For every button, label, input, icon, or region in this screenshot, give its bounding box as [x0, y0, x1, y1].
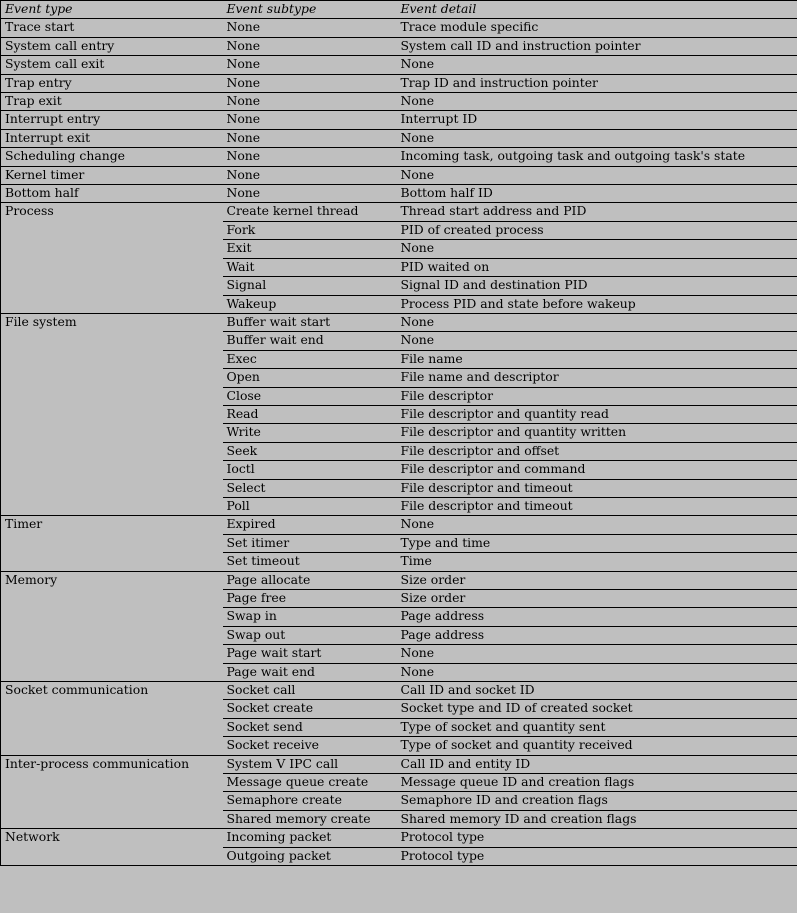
cell-event-detail: None	[397, 516, 797, 534]
cell-event-type: Memory	[1, 571, 223, 681]
cell-event-detail: File descriptor and timeout	[397, 479, 797, 497]
cell-event-detail: None	[397, 645, 797, 663]
table-row	[1, 166, 797, 184]
cell-event-detail: Size order	[397, 571, 797, 589]
table-row	[1, 111, 797, 129]
cell-event-subtype: None	[223, 93, 397, 111]
cell-event-detail: File descriptor and quantity read	[397, 405, 797, 423]
cell-event-subtype: Buffer wait end	[223, 332, 397, 350]
table-row	[1, 571, 797, 589]
cell-event-subtype: Exit	[223, 240, 397, 258]
cell-event-detail: File descriptor and command	[397, 461, 797, 479]
table-row	[1, 313, 797, 331]
cell-event-detail: Time	[397, 553, 797, 571]
cell-event-detail: None	[397, 93, 797, 111]
cell-event-subtype: Socket send	[223, 718, 397, 736]
table-row	[1, 148, 797, 166]
cell-event-detail: PID waited on	[397, 258, 797, 276]
cell-event-subtype: None	[223, 148, 397, 166]
cell-event-subtype: None	[223, 111, 397, 129]
cell-event-type: System call exit	[1, 56, 223, 74]
cell-event-detail: Page address	[397, 626, 797, 644]
cell-event-subtype: Swap in	[223, 608, 397, 626]
cell-event-subtype: System V IPC call	[223, 755, 397, 773]
cell-event-subtype: Page wait end	[223, 663, 397, 681]
cell-event-subtype: Ioctl	[223, 461, 397, 479]
cell-event-subtype: Close	[223, 387, 397, 405]
cell-event-detail: Semaphore ID and creation flags	[397, 792, 797, 810]
cell-event-detail: Thread start address and PID	[397, 203, 797, 221]
cell-event-subtype: Wait	[223, 258, 397, 276]
cell-event-detail: Bottom half ID	[397, 185, 797, 203]
cell-event-detail: PID of created process	[397, 221, 797, 239]
table-row	[1, 516, 797, 534]
cell-event-detail: File name	[397, 350, 797, 368]
column-header-event-type: Event type	[5, 1, 73, 16]
table-row	[1, 682, 797, 700]
cell-event-subtype: None	[223, 37, 397, 55]
cell-event-type: System call entry	[1, 37, 223, 55]
cell-event-detail: Protocol type	[397, 847, 797, 865]
cell-event-subtype: Write	[223, 424, 397, 442]
cell-event-detail: None	[397, 332, 797, 350]
table-row	[1, 74, 797, 92]
cell-event-subtype: Message queue create	[223, 774, 397, 792]
cell-event-subtype: Select	[223, 479, 397, 497]
cell-event-subtype: Swap out	[223, 626, 397, 644]
cell-event-detail: File descriptor and quantity written	[397, 424, 797, 442]
cell-event-detail: None	[397, 313, 797, 331]
cell-event-subtype: Buffer wait start	[223, 313, 397, 331]
cell-event-subtype: None	[223, 19, 397, 37]
cell-event-detail: Page address	[397, 608, 797, 626]
cell-event-subtype: None	[223, 74, 397, 92]
table-header	[1, 1, 797, 19]
table-row	[1, 56, 797, 74]
cell-event-detail: None	[397, 56, 797, 74]
cell-event-type: Bottom half	[1, 185, 223, 203]
cell-event-subtype: Fork	[223, 221, 397, 239]
cell-event-detail: File descriptor and offset	[397, 442, 797, 460]
cell-event-detail: Shared memory ID and creation flags	[397, 810, 797, 828]
cell-event-detail: Interrupt ID	[397, 111, 797, 129]
cell-event-type: Trap entry	[1, 74, 223, 92]
table-row	[1, 93, 797, 111]
cell-event-type: Trap exit	[1, 93, 223, 111]
cell-event-detail: Socket type and ID of created socket	[397, 700, 797, 718]
cell-event-type: Inter-process communication	[1, 755, 223, 829]
table-row	[1, 37, 797, 55]
cell-event-detail: Type and time	[397, 534, 797, 552]
cell-event-type: Network	[1, 829, 223, 866]
cell-event-subtype: Incoming packet	[223, 829, 397, 847]
cell-event-subtype: None	[223, 166, 397, 184]
cell-event-type: Interrupt exit	[1, 129, 223, 147]
cell-event-type: Trace start	[1, 19, 223, 37]
cell-event-detail: Incoming task, outgoing task and outgoing task's state	[397, 148, 797, 166]
cell-event-subtype: Read	[223, 405, 397, 423]
cell-event-type: Interrupt entry	[1, 111, 223, 129]
cell-event-detail: Protocol type	[397, 829, 797, 847]
cell-event-detail: System call ID and instruction pointer	[397, 37, 797, 55]
cell-event-subtype: None	[223, 56, 397, 74]
cell-event-subtype: None	[223, 129, 397, 147]
cell-event-detail: None	[397, 129, 797, 147]
cell-event-detail: File descriptor and timeout	[397, 497, 797, 515]
cell-event-type: Kernel timer	[1, 166, 223, 184]
cell-event-detail: None	[397, 663, 797, 681]
cell-event-subtype: Socket call	[223, 682, 397, 700]
cell-event-subtype: Shared memory create	[223, 810, 397, 828]
table-row	[1, 755, 797, 773]
cell-event-subtype: Expired	[223, 516, 397, 534]
cell-event-subtype: Open	[223, 369, 397, 387]
cell-event-detail: Call ID and entity ID	[397, 755, 797, 773]
cell-event-type: Scheduling change	[1, 148, 223, 166]
cell-event-subtype: Page free	[223, 590, 397, 608]
cell-event-subtype: Poll	[223, 497, 397, 515]
cell-event-subtype: Seek	[223, 442, 397, 460]
cell-event-detail: Type of socket and quantity sent	[397, 718, 797, 736]
cell-event-detail: File name and descriptor	[397, 369, 797, 387]
table-row	[1, 185, 797, 203]
cell-event-detail: Signal ID and destination PID	[397, 277, 797, 295]
header-row	[1, 1, 797, 19]
cell-event-subtype: Page allocate	[223, 571, 397, 589]
cell-event-subtype: Exec	[223, 350, 397, 368]
cell-event-subtype: Wakeup	[223, 295, 397, 313]
cell-event-detail: Message queue ID and creation flags	[397, 774, 797, 792]
cell-event-type: Socket communication	[1, 682, 223, 756]
cell-event-detail: File descriptor	[397, 387, 797, 405]
cell-event-detail: None	[397, 240, 797, 258]
cell-event-detail: Process PID and state before wakeup	[397, 295, 797, 313]
cell-event-subtype: None	[223, 185, 397, 203]
cell-event-type: File system	[1, 313, 223, 515]
cell-event-detail: Trap ID and instruction pointer	[397, 74, 797, 92]
table-row	[1, 829, 797, 847]
cell-event-type: Process	[1, 203, 223, 313]
cell-event-subtype: Signal	[223, 277, 397, 295]
table-row	[1, 129, 797, 147]
table-body	[1, 19, 797, 866]
cell-event-subtype: Set timeout	[223, 553, 397, 571]
cell-event-subtype: Outgoing packet	[223, 847, 397, 865]
column-header-event-subtype: Event subtype	[226, 1, 317, 16]
cell-event-subtype: Page wait start	[223, 645, 397, 663]
cell-event-subtype: Socket create	[223, 700, 397, 718]
cell-event-subtype: Set itimer	[223, 534, 397, 552]
cell-event-subtype: Semaphore create	[223, 792, 397, 810]
cell-event-detail: Trace module specific	[397, 19, 797, 37]
cell-event-detail: None	[397, 166, 797, 184]
cell-event-detail: Call ID and socket ID	[397, 682, 797, 700]
cell-event-subtype: Create kernel thread	[223, 203, 397, 221]
cell-event-subtype: Socket receive	[223, 737, 397, 755]
column-header-event-detail: Event detail	[400, 1, 477, 16]
cell-event-detail: Type of socket and quantity received	[397, 737, 797, 755]
cell-event-type: Timer	[1, 516, 223, 571]
table-row	[1, 203, 797, 221]
table-row	[1, 19, 797, 37]
cell-event-detail: Size order	[397, 590, 797, 608]
